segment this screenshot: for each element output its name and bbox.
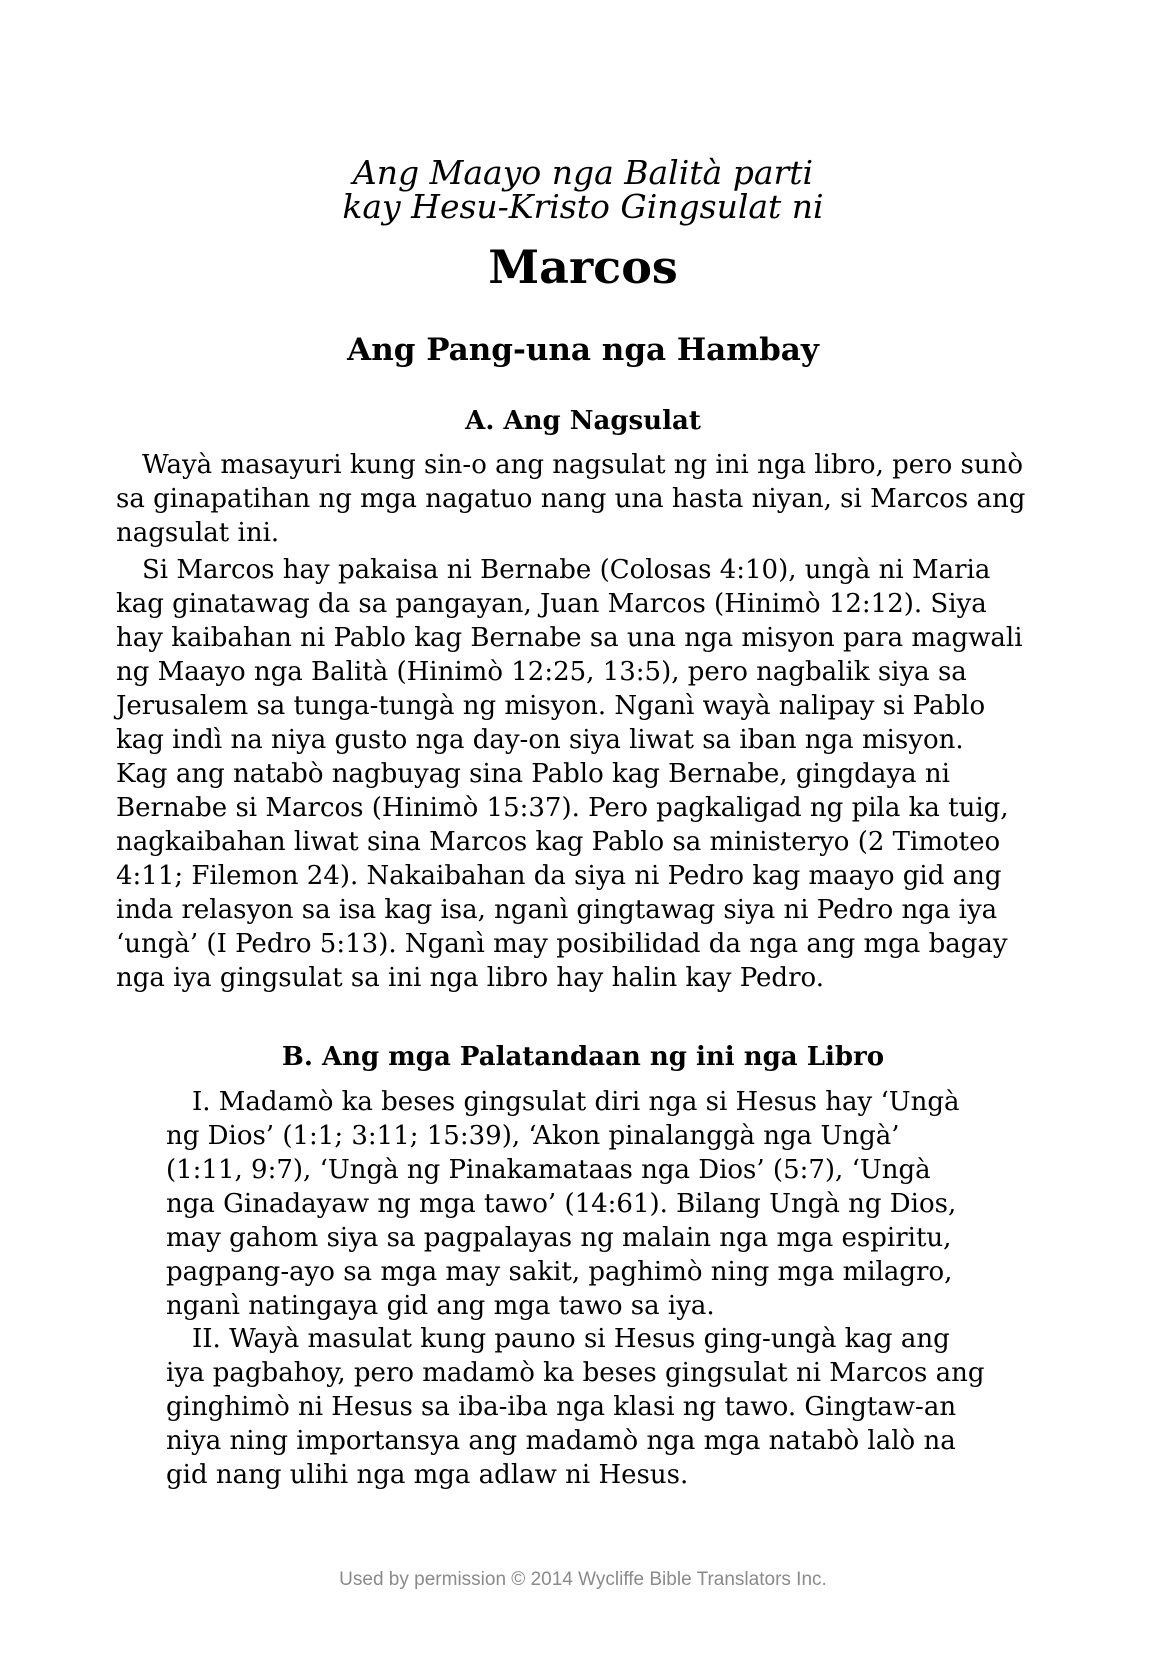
subtitle-line-1: Ang Maayo nga Balità parti (352, 153, 814, 192)
text-line: nganì natingaya gid ang mga tawo sa iya. (166, 1291, 715, 1321)
text-line: sa ginapatihan ng mga nagatuo nang una hasta niyan, si Marcos ang (116, 484, 1026, 514)
text-line: ng Dios’ (1:1; 3:11; 15:39), ‘Akon pinalanggà nga Ungà’ (166, 1121, 900, 1151)
text-line: Kag ang natabò nagbuyag sina Pablo kag Bernabe, gingdaya ni (116, 759, 950, 789)
text-line: kag ginatawag da sa pangayan, Juan Marcos (Hinimò 12:12). Siya (116, 589, 987, 619)
heading-author: A. Ang Nagsulat (465, 406, 701, 436)
paragraph-feature-two (166, 1322, 985, 1492)
text-line: niya ning importansya ang madamò nga mga natabò lalò na (166, 1426, 956, 1456)
book-title: Marcos (488, 240, 678, 294)
text-line: may gahom siya sa pagpalayas ng malain nga mga espiritu, (166, 1223, 952, 1253)
text-line: kag indì na niya gusto nga day-on siya liwat sa iban nga misyon. (116, 725, 964, 755)
text-line: nga iya gingsulat sa ini nga libro hay halin kay Pedro. (116, 963, 824, 993)
text-line: Si Marcos hay pakaisa ni Bernabe (Colosas 4:10), ungà ni Maria (142, 555, 991, 585)
paragraph-feature-one (166, 1085, 960, 1323)
paragraph-marcos-background (116, 553, 1023, 995)
text-line: inda relasyon sa isa kag isa, nganì gingtawag siya ni Pedro nga iya (116, 895, 998, 925)
text-line: Jerusalem sa tunga-tungà ng misyon. Nganì wayà nalipay si Pablo (116, 691, 986, 721)
text-line: ‘ungà’ (I Pedro 5:13). Nganì may posibilidad da nga ang mga bagay (116, 929, 1008, 959)
text-line: iya pagbahoy, pero madamò ka beses gingsulat ni Marcos ang (166, 1358, 985, 1388)
text-line: Wayà masayuri kung sin-o ang nagsulat ng ini nga libro, pero sunò (142, 450, 1023, 480)
text-line: I. Madamò ka beses gingsulat diri nga si Hesus hay ‘Ungà (192, 1087, 960, 1117)
heading-book-features: B. Ang mga Palatandaan ng ini nga Libro (281, 1042, 885, 1072)
text-line: gid nang ulihi nga mga adlaw ni Hesus. (166, 1460, 689, 1490)
text-line: (1:11, 9:7), ‘Ungà ng Pinakamataas nga Dios’ (5:7), ‘Ungà (166, 1155, 931, 1185)
text-line: ng Maayo nga Balità (Hinimò 12:25, 13:5), pero nagbalik siya sa (116, 657, 967, 687)
text-line: ginghimò ni Hesus sa iba-iba nga klasi ng tawo. Gingtaw-an (166, 1392, 957, 1422)
copyright-footer: Used by permission © 2014 Wycliffe Bible Translators Inc. (339, 1569, 827, 1590)
text-line: nagkaibahan liwat sina Marcos kag Pablo sa ministeryo (2 Timoteo (116, 827, 1001, 857)
text-line: pagpang-ayo sa mga may sakit, paghimò ning mga milagro, (166, 1257, 953, 1287)
text-line: Bernabe si Marcos (Hinimò 15:37). Pero pagkaligad ng pila ka tuig, (116, 793, 1009, 823)
paragraph-author-intro (116, 448, 1025, 550)
subtitle-line-2: kay Hesu-Kristo Gingsulat ni (342, 187, 824, 226)
text-line: hay kaibahan ni Pablo kag Bernabe sa una nga misyon para magwali (116, 623, 1023, 653)
text-line: 4:11; Filemon 24). Nakaibahan da siya ni Pedro kag maayo gid ang (116, 861, 1002, 891)
text-line: nagsulat ini. (116, 518, 280, 548)
text-line: II. Wayà masulat kung pauno si Hesus ging-ungà kag ang (192, 1324, 950, 1354)
text-line: nga Ginadayaw ng mga tawo’ (14:61). Bilang Ungà ng Dios, (166, 1189, 957, 1219)
section-title: Ang Pang-una nga Hambay (347, 332, 819, 368)
